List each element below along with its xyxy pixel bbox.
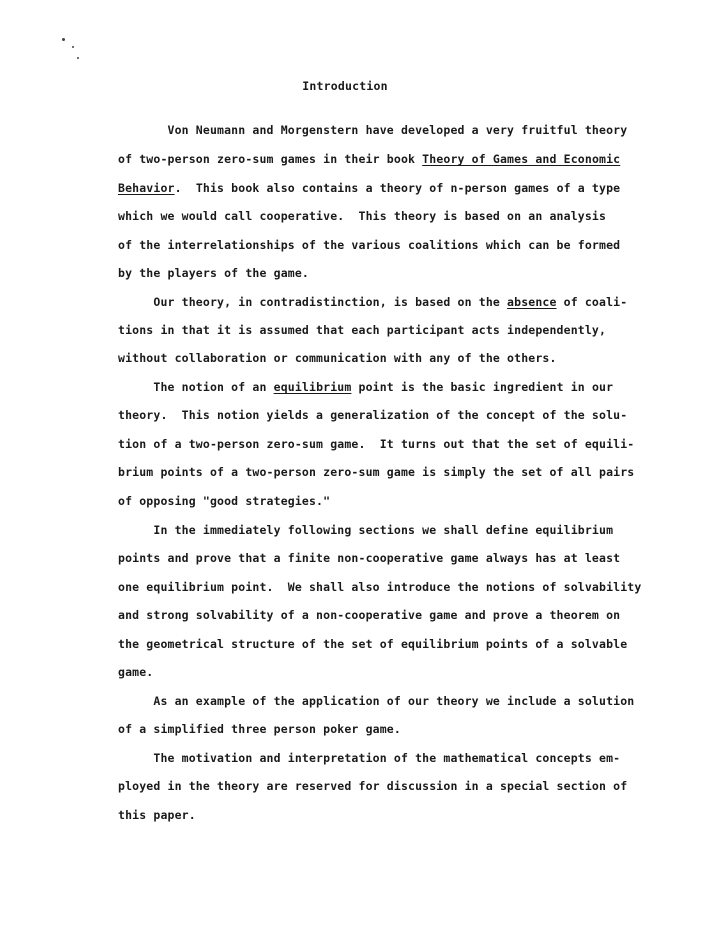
text-line: of the interrelationships of the various coalitions which can be formed: [118, 238, 621, 252]
text-line: Von Neumann and Morgenstern have developed a very fruitful theory: [118, 123, 628, 137]
text-line: of a simplified three person poker game.: [118, 722, 401, 736]
text-line: points and prove that a finite non-cooperative game always has at least: [118, 551, 621, 565]
text-line: Behavior. This book also contains a theory of n-person games of a type: [118, 181, 621, 195]
text-line: ployed in the theory are reserved for discussion in a special section of: [118, 779, 628, 793]
text-line: As an example of the application of our theory we include a solution: [118, 694, 635, 708]
text-line: of two-person zero-sum games in their book Theory of Games and Economic: [118, 152, 621, 166]
scan-speck: [72, 46, 74, 48]
text-line: brium points of a two-person zero-sum game is simply the set of all pairs: [118, 465, 635, 479]
book-title-link: Behavior: [118, 181, 175, 195]
text-line: Our theory, in contradistinction, is based on the absence of coali-: [118, 295, 628, 309]
emphasis-underline: equilibrium: [273, 380, 352, 394]
text-line: one equilibrium point. We shall also introduce the notions of solvability: [118, 580, 642, 594]
text-line: and strong solvability of a non-cooperative game and prove a theorem on: [118, 608, 621, 622]
emphasis-underline: absence: [507, 295, 557, 309]
text-line: In the immediately following sections we shall define equilibrium: [118, 523, 614, 537]
text-line: without collaboration or communication with any of the others.: [118, 351, 557, 365]
text-line: of opposing "good strategies.": [118, 494, 331, 508]
text-line: The notion of an equilibrium point is the basic ingredient in our: [118, 380, 614, 394]
text-line: which we would call cooperative. This theory is based on an analysis: [118, 209, 607, 223]
text-line: theory. This notion yields a generalization of the concept of the solu-: [118, 408, 628, 422]
text-line: tion of a two-person zero-sum game. It turns out that the set of equili-: [118, 437, 635, 451]
text-line: The motivation and interpretation of the mathematical concepts em-: [118, 751, 621, 765]
scan-speck: [62, 38, 65, 41]
scan-speck: [77, 57, 79, 59]
text-line: by the players of the game.: [118, 266, 309, 280]
text-line: this paper.: [118, 808, 196, 822]
page-title: Introduction: [302, 79, 388, 93]
text-line: tions in that it is assumed that each participant acts independently,: [118, 323, 607, 337]
text-line: the geometrical structure of the set of equilibrium points of a solvable: [118, 637, 628, 651]
book-title-link: Theory of Games and Economic: [422, 152, 621, 166]
text-line: game.: [118, 665, 154, 679]
